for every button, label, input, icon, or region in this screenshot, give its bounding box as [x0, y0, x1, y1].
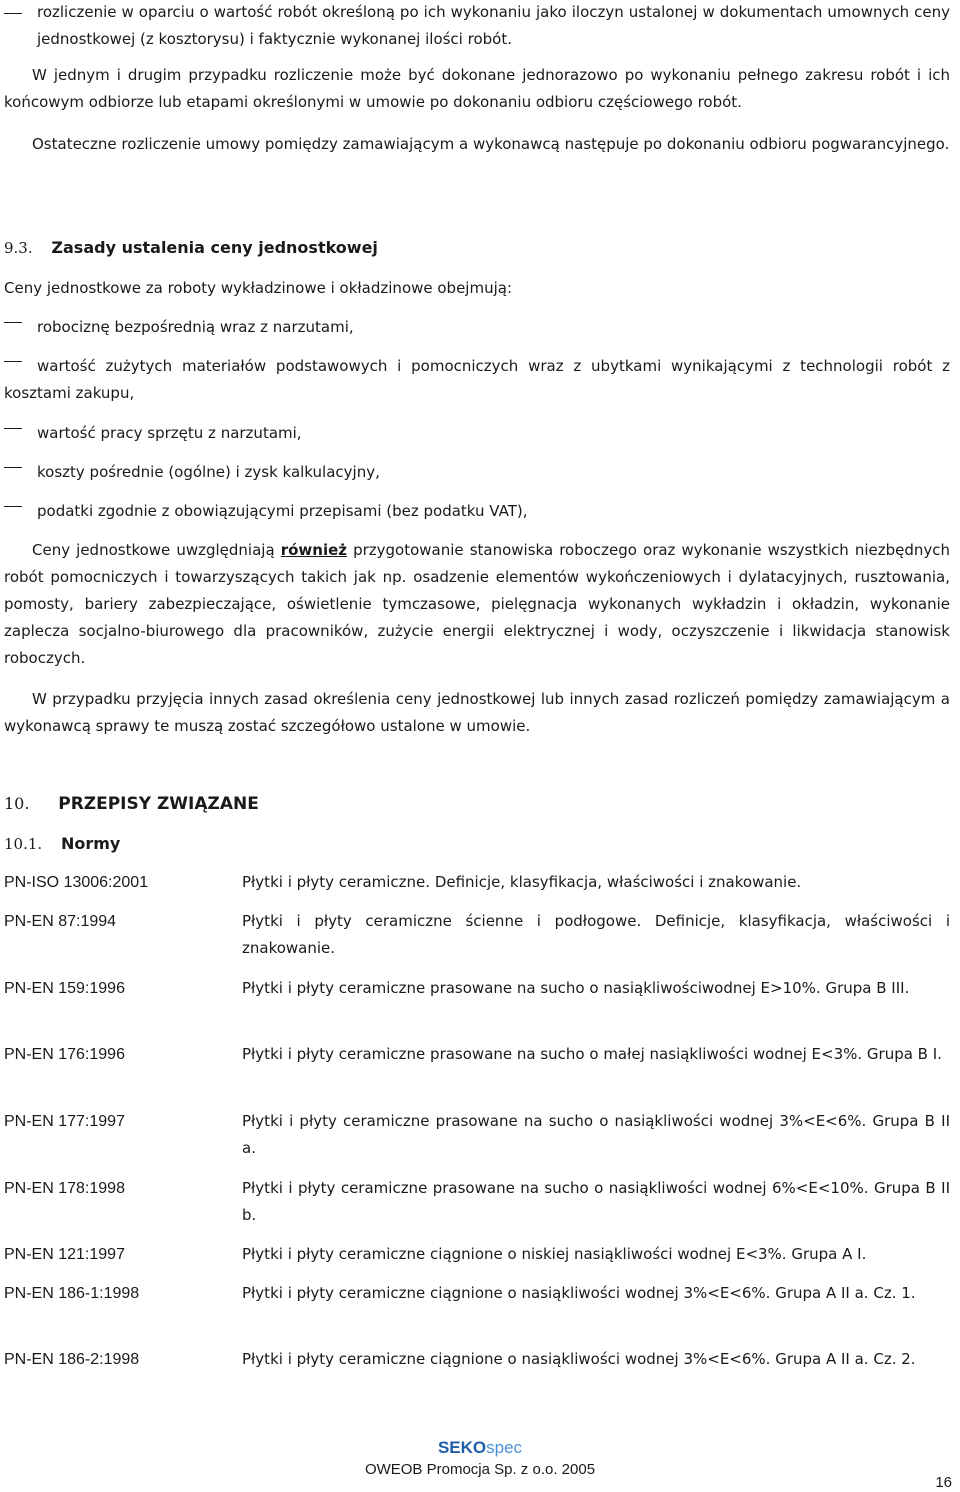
norm-code: PN-EN 177:1997	[4, 1113, 125, 1130]
page-number: 16	[935, 1474, 952, 1491]
section-number: 10.1.	[4, 835, 43, 853]
section-intro: Ceny jednostkowe za roboty wykładzinowe i okładzinowe obejmują:	[4, 279, 513, 297]
norm-description: Płytki i płyty ceramiczne ciągnione o niskiej nasiąkliwości wodnej E<3%. Grupa A I.	[242, 1245, 867, 1263]
list-item-settlement-method: rozliczenie w oparciu o wartość robót określoną po ich wykonaniu jako iloczyn ustalonej w dokumentach umownych ceny jednostkowej (z kosztorysu) i faktycznie wykonanej ilości robót.	[37, 3, 950, 48]
norm-description: Płytki i płyty ceramiczne prasowane na sucho o nasiąkliwościwodnej E>10%. Grupa B III.	[242, 979, 910, 997]
section-number: 9.3.	[4, 239, 33, 257]
norm-code: PN-EN 186-1:1998	[4, 1285, 140, 1302]
section-title: Zasady ustalenia ceny jednostkowej	[51, 238, 378, 257]
norm-code: PN-ISO 13006:2001	[4, 874, 149, 891]
section-number: 10.	[4, 794, 30, 813]
norm-description: Płytki i płyty ceramiczne ciągnione o nasiąkliwości wodnej 3%<E<6%. Grupa A II a. Cz. 2.	[242, 1350, 916, 1368]
section-heading-10	[4, 790, 259, 818]
list-dash	[4, 506, 22, 507]
norm-description: Płytki i płyty ceramiczne ścienne i podłogowe. Definicje, klasyfikacja, właściwości i znakowanie.	[242, 912, 950, 957]
brand-part-seko: SEKO	[437, 1438, 487, 1457]
norm-description: Płytki i płyty ceramiczne. Definicje, klasyfikacja, właściwości i znakowanie.	[242, 873, 802, 891]
list-item: koszty pośrednie (ogólne) i zysk kalkulacyjny,	[37, 463, 380, 481]
list-dash	[4, 13, 22, 14]
list-item: robociznę bezpośrednią wraz z narzutami,	[37, 318, 354, 336]
norm-code: PN-EN 186-2:1998	[4, 1351, 140, 1368]
list-dash	[4, 428, 22, 429]
section-heading-10-1	[4, 830, 120, 858]
section-title: PRZEPISY ZWIĄZANE	[58, 794, 259, 814]
norm-description: Płytki i płyty ceramiczne ciągnione o nasiąkliwości wodnej 3%<E<6%. Grupa A II a. Cz. 1.	[242, 1284, 916, 1302]
paragraph-final-settlement: Ostateczne rozliczenie umowy pomiędzy zamawiającym a wykonawcą następuje po dokonaniu odbioru pogwarancyjnego.	[32, 135, 950, 153]
emphasis-word: również	[280, 541, 348, 559]
list-item: wartość zużytych materiałów podstawowych i pomocniczych wraz z ubytkami wynikającymi z technologii robót z kosztami zakupu,	[4, 357, 950, 402]
norm-code: PN-EN 178:1998	[4, 1180, 125, 1197]
brand-part-spec: spec	[486, 1438, 523, 1457]
list-item: wartość pracy sprzętu z narzutami,	[37, 424, 302, 442]
footer-brand-logo	[0, 1438, 960, 1458]
norm-description: Płytki i płyty ceramiczne prasowane na sucho o nasiąkliwości wodnej 6%<E<10%. Grupa B II b.	[242, 1179, 950, 1224]
paragraph-unit-price-scope: Ceny jednostkowe uwzględniają również przygotowanie stanowiska roboczego oraz wykonanie wszystkich niezbędnych robót pomocniczych i towarzyszących takich jak np. osadzenie elementów wykończeniowych i dylatacyjnych, rusztowania, pomosty, bariery zabezpieczające, oświetlenie tymczasowe, pielęgnacja wykonanych wykładzin i okładzin, wykonanie zaplecza socjalno-biurowego dla pracowników, zużycie energii elektrycznej i wody, oczyszczenie i likwidacja stanowisk roboczych.	[4, 541, 951, 667]
norm-code: PN-EN 159:1996	[4, 980, 125, 997]
norm-code: PN-EN 176:1996	[4, 1046, 125, 1063]
section-title: Normy	[60, 834, 121, 853]
section-heading-9-3	[4, 234, 378, 262]
norm-description: Płytki i płyty ceramiczne prasowane na sucho o małej nasiąkliwości wodnej E<3%. Grupa B I.	[242, 1045, 942, 1063]
paragraph-settlement: W jednym i drugim przypadku rozliczenie może być dokonane jednorazowo po wykonaniu pełnego zakresu robót i ich końcowym odbiorze lub etapami określonymi w umowie po dokonaniu odbioru częściowego robót.	[4, 66, 950, 111]
footer-organization: OWEOB Promocja Sp. z o.o. 2005	[364, 1461, 596, 1478]
list-item: podatki zgodnie z obowiązującymi przepisami (bez podatku VAT),	[37, 502, 528, 520]
norm-description: Płytki i płyty ceramiczne prasowane na sucho o nasiąkliwości wodnej 3%<E<6%. Grupa B II a.	[242, 1112, 950, 1157]
norm-code: PN-EN 87:1994	[4, 913, 117, 930]
norm-code: PN-EN 121:1997	[4, 1246, 125, 1263]
list-dash	[4, 467, 22, 468]
paragraph-other-rules: W przypadku przyjęcia innych zasad określenia ceny jednostkowej lub innych zasad rozliczeń pomiędzy zamawiającym a wykonawcą sprawy te muszą zostać szczegółowo ustalone w umowie.	[4, 690, 950, 735]
list-dash	[4, 322, 22, 323]
